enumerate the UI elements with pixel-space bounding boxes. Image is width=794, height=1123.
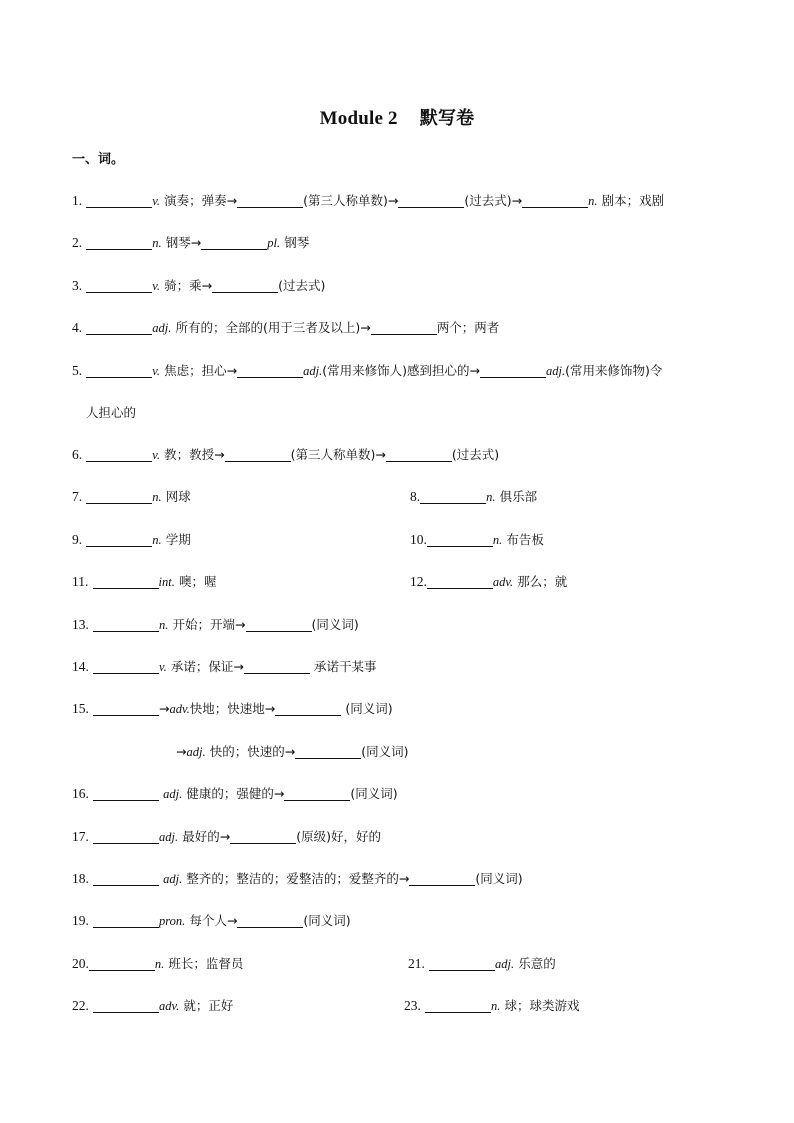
answer-blank[interactable] [284,786,350,801]
answer-blank[interactable] [427,532,493,547]
part-of-speech: adj. [163,787,183,801]
hint: (第三人称单数)→ [290,447,386,462]
answer-blank[interactable] [93,617,159,632]
item-21 [408,955,556,974]
answer-blank[interactable] [93,829,159,844]
meaning: 健康的；强健的→ [186,786,285,801]
part-of-speech: v. [152,279,161,293]
answer-blank[interactable] [244,659,310,674]
answer-blank[interactable] [429,956,495,971]
answer-blank[interactable] [86,235,152,250]
answer-blank[interactable] [93,913,159,928]
item-number: 11. [72,574,89,589]
answer-blank[interactable] [230,829,296,844]
part-of-speech: adj. [163,872,183,886]
item-number: 19. [72,913,89,928]
part-of-speech: n. [152,490,162,504]
answer-blank[interactable] [93,701,159,716]
answer-blank[interactable] [427,574,493,589]
meaning: 演奏；弹奏→ [164,193,238,208]
item-number: 12. [410,574,427,589]
item-number: 8. [410,489,421,504]
answer-blank[interactable] [201,235,267,250]
meaning: 俱乐部 [499,489,538,504]
hint: (过去式) [278,278,326,293]
answer-blank[interactable] [212,278,278,293]
part-of-speech: n. [152,533,162,547]
answer-blank[interactable] [93,871,159,886]
meaning: 乐意的 [518,956,556,971]
item-1 [72,192,664,211]
answer-blank[interactable] [93,659,159,674]
item-number: 6. [72,447,83,462]
item-18 [72,870,523,889]
meaning: 所有的；全部的(用于三者及以上)→ [175,320,371,335]
item-22 [72,997,233,1016]
item-5 [72,362,662,381]
item-8 [410,488,537,507]
item-6 [72,446,499,465]
item-15 [72,700,393,719]
part-of-speech: adj. [303,364,323,378]
answer-blank[interactable] [398,193,464,208]
part-of-speech: adj. [495,957,515,971]
part-of-speech: n. [486,490,496,504]
answer-blank[interactable] [237,363,303,378]
item-10 [410,531,544,550]
hint: (同义词) [345,701,393,716]
part-of-speech: n. [159,618,169,632]
item-15-second [176,743,408,762]
part-of-speech: v. [159,660,167,674]
item-number: 15. [72,701,89,716]
meaning: 快的；快速的→ [209,744,296,759]
meaning: 承诺；保证→ [170,659,244,674]
meaning: 学期 [165,532,191,547]
part-of-speech: adj. [152,321,172,335]
item-number: 13. [72,617,89,632]
part-of-speech: n. [152,236,162,250]
part-of-speech: adj. [159,830,179,844]
part-of-speech: adv. [159,999,180,1013]
hint: (过去式)→ [464,193,523,208]
title-module: Module 2 [319,108,398,129]
answer-blank[interactable] [93,998,159,1013]
item-3 [72,277,325,296]
meaning: 每个人→ [189,913,238,928]
part-of-speech: adv. [169,702,190,716]
meaning: 人担心的 [86,405,137,420]
item-number: 3. [72,278,83,293]
part-of-speech: adj. [186,745,206,759]
part-of-speech: v. [152,194,161,208]
answer-blank[interactable] [522,193,588,208]
answer-blank[interactable] [295,744,361,759]
item-17 [72,828,381,847]
answer-blank[interactable] [89,956,155,971]
item-12 [410,573,567,592]
meaning: 钢琴 [284,235,310,250]
meaning: 班长；监督员 [168,956,244,971]
meaning: 两个；两者 [436,320,500,335]
part-of-speech: adj. [545,364,566,378]
meaning: 教；教授→ [164,447,225,462]
answer-blank[interactable] [409,871,475,886]
item-2 [72,234,309,253]
item-13 [72,616,359,635]
meaning: 就；正好 [183,998,234,1013]
item-23 [404,997,580,1016]
answer-blank[interactable] [237,913,303,928]
part-of-speech: adv. [492,575,514,589]
answer-blank[interactable] [425,998,491,1013]
meaning: 噢；喔 [178,574,217,589]
answer-blank[interactable] [225,447,291,462]
item-number: 22. [72,998,89,1013]
item-5-continued [86,404,136,423]
meaning: 骑；乘→ [164,278,213,293]
answer-blank[interactable] [480,363,546,378]
answer-blank[interactable] [93,574,159,589]
answer-blank[interactable] [371,320,437,335]
answer-blank[interactable] [420,489,486,504]
arrow: → [159,701,170,716]
meaning: 那么；就 [517,574,568,589]
answer-blank[interactable] [86,489,152,504]
item-number: 20. [72,956,89,971]
item-number: 5. [72,363,83,378]
item-14 [72,658,377,677]
item-number: 16. [72,786,89,801]
part-of-speech: n. [491,999,501,1013]
hint: (同义词) [361,744,409,759]
item-4 [72,319,499,338]
item-number: 18. [72,871,89,886]
hint: (原级)好，好的 [296,829,382,844]
meaning: (常用来修饰物)令 [565,363,663,378]
answer-blank[interactable] [86,193,152,208]
page-title [0,104,794,130]
part-of-speech: v. [152,364,161,378]
arrow: → [176,744,187,759]
item-9 [72,531,191,550]
item-20 [72,955,243,974]
part-of-speech: n. [154,957,165,971]
meaning: 焦虑；担心→ [164,363,238,378]
item-number: 23. [404,998,421,1013]
item-number: 7. [72,489,83,504]
item-number: 17. [72,829,89,844]
part-of-speech: v. [152,448,161,462]
answer-blank[interactable] [86,278,152,293]
item-number: 4. [72,320,83,335]
meaning: 最好的→ [182,829,231,844]
answer-blank[interactable] [86,447,152,462]
answer-blank[interactable] [86,532,152,547]
part-of-speech: pl. [267,236,281,250]
answer-blank[interactable] [93,786,159,801]
hint: (同义词) [311,617,359,632]
item-7 [72,488,191,507]
answer-blank[interactable] [386,447,452,462]
item-number: 2. [72,235,83,250]
meaning: 开始；开端→ [172,617,246,632]
meaning: 剧本；戏剧 [601,193,665,208]
hint: (第三人称单数)→ [303,193,399,208]
answer-blank[interactable] [237,193,303,208]
item-16 [72,785,398,804]
item-19 [72,912,351,931]
meaning: 网球 [165,489,191,504]
part-of-speech: n. [492,533,503,547]
hint: (过去式) [451,447,500,462]
title-subtitle: 默写卷 [419,108,475,129]
answer-blank[interactable] [86,320,152,335]
meaning: 整齐的；整洁的；爱整洁的；爱整齐的→ [186,871,410,886]
answer-blank[interactable] [275,701,341,716]
item-number: 14. [72,659,89,674]
item-number: 10. [410,532,427,547]
hint: (同义词) [350,786,398,801]
item-number: 9. [72,532,83,547]
item-11 [72,573,217,592]
meaning: 钢琴→ [165,235,202,250]
meaning: (常用来修饰人)感到担心的→ [322,363,480,378]
part-of-speech: int. [158,575,175,589]
meaning: 快地；快速地→ [189,701,276,716]
answer-blank[interactable] [86,363,152,378]
meaning: 布告板 [506,532,544,547]
part-of-speech: n. [588,194,598,208]
item-number: 1. [72,193,83,208]
meaning: 承诺干某事 [314,659,377,674]
section-heading: 一、词。 [72,152,125,167]
item-number: 21. [408,956,425,971]
meaning: 球；球类游戏 [504,998,580,1013]
hint: (同义词) [475,871,523,886]
hint: (同义词) [303,913,351,928]
part-of-speech: pron. [159,914,186,928]
answer-blank[interactable] [246,617,312,632]
